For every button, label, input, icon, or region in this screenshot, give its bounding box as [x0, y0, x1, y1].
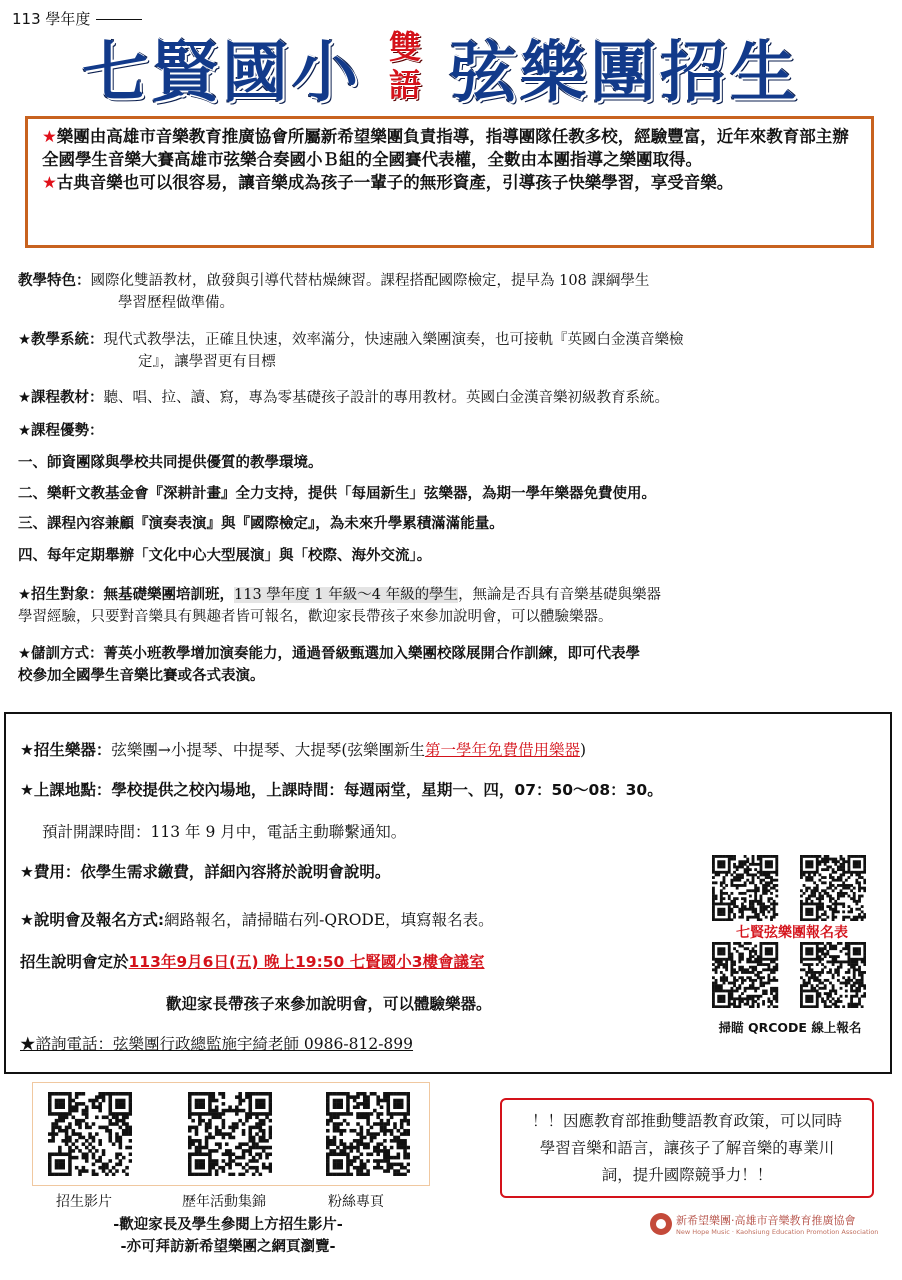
fanpage-qr-code[interactable] — [326, 1092, 410, 1176]
video-qr-label: 招生影片 — [56, 1194, 112, 1210]
signup-qr-caption: 七賢弦樂團報名表 — [736, 925, 848, 941]
welcome-row: 歡迎家長帶孩子來參加說明會，可以體驗樂器。 — [166, 995, 492, 1013]
reserve-training-label: ★儲訓方式： — [18, 646, 104, 662]
association-logo: 新希望樂團‧高雄市音樂教育推廣協會 New Hope Music · Kaohsiung Education Promotion Association — [650, 1212, 878, 1236]
gallery-qr-label: 歷年活動集錦 — [182, 1194, 266, 1210]
enrollment-target: ★招生對象：無基礎樂團培訓班，113 學年度 1 年級～4 年級的學生，無論是否具有音樂基礎與樂器 學習經驗，只要對音樂具有興趣者皆可報名，歡迎家長帶孩子來參加說明會，可以體驗樂器。 — [18, 587, 662, 625]
teaching-feature-label: 教學特色： — [18, 273, 91, 289]
course-material: ★課程教材：聽、唱、拉、讀、寫，專為零基礎孩子設計的專用教材。英國白金漢音樂初級教育系統。 — [18, 390, 669, 406]
advantage-item: 二、樂軒文教基金會『深耕計畫』全力支持，提供「每屆新生」弦樂器，為期一學年樂器免費使用。 — [18, 486, 656, 502]
fanpage-qr-label: 粉絲專頁 — [328, 1194, 384, 1210]
instrument-row: ★招生樂器：弦樂團→小提琴、中提琴、大提琴(弦樂團新生第一學年免費借用樂器) — [20, 741, 587, 759]
title-bilingual — [374, 28, 436, 104]
title-school: 七賢國小 — [82, 34, 362, 111]
signup-qr-code[interactable] — [712, 855, 866, 921]
intro-box — [25, 116, 874, 248]
advantage-title: ★課程優勢： — [18, 423, 104, 439]
start-date-row: 預計開課時間：113 年 9 月中，電話主動聯繫通知。 — [42, 823, 407, 841]
title-bilingual-1: 雙 — [388, 28, 421, 66]
teaching-system-label: ★教學系統： — [18, 332, 104, 348]
free-loan-note: 第一學年免費借用樂器 — [424, 741, 580, 759]
advantage-item: 四、每年定期舉辦「文化中心大型展演」與「校際、海外交流」。 — [18, 548, 432, 564]
intro-paragraph-2: ★古典音樂也可以很容易，讓音樂成為孩子一輩子的無形資產，引導孩子快樂學習，享受音樂。 — [42, 173, 734, 192]
advantage-item: 一、師資團隊與學校共同提供優質的教學環境。 — [18, 455, 323, 471]
session-datetime: 113年9月6日(五) 晚上19:50 七賢國小3樓會議室 — [128, 953, 485, 971]
star-icon: ★ — [42, 173, 57, 192]
title-bilingual-2: 語 — [388, 66, 421, 104]
poster-title — [82, 28, 822, 118]
grade-highlight: 113 學年度 1 年級～4 年級的學生 — [234, 587, 459, 603]
contact-row: ★諮詢電話：弦樂團行政總監施宇綺老師 0986-812-899 — [20, 1035, 414, 1053]
signup-row: ★說明會及報名方式:網路報名，請掃瞄右列-QRODE，填寫報名表。 — [20, 911, 494, 929]
signup-qr-code-2[interactable] — [712, 942, 866, 1008]
reserve-training: ★儲訓方式：菁英小班教學增加演奏能力，通過晉級甄選加入樂團校隊展開合作訓練，即可代表學 校參加全國學生音樂比賽或各式表演。 — [18, 646, 640, 684]
fee-row: ★費用：依學生需求繳費，詳細內容將於說明會說明。 — [20, 863, 391, 881]
course-material-label: ★課程教材： — [18, 390, 104, 406]
star-icon: ★ — [42, 127, 57, 146]
bottom-note-2: -亦可拜訪新希望樂團之網頁瀏覽- — [120, 1239, 336, 1255]
advantage-item: 三、課程內容兼顧『演奏表演』與『國際檢定』，為未來升學累積滿滿能量。 — [18, 516, 504, 532]
teaching-feature: 教學特色：國際化雙語教材，啟發與引導代替枯燥練習。課程搭配國際檢定，提早為 108 課綱學生 學習歷程做準備。 — [18, 273, 650, 311]
teaching-system: ★教學系統：現代式教學法，正確且快速，效率滿分，快速融入樂團演奏，也可接軌『英國白金漢音樂檢 定』，讓學習更有目標 — [18, 332, 684, 370]
bilingual-notice: ！！因應教育部推動雙語教育政策，可以同時 學習音樂和語言，讓孩子了解音樂的專業川 詞，提升國際競爭力！！ — [500, 1098, 874, 1198]
school-year-label: 113 學年度 — [12, 8, 142, 29]
gallery-qr-code[interactable] — [188, 1092, 272, 1176]
video-qr-code[interactable] — [48, 1092, 132, 1176]
enrollment-target-label: ★招生對象： — [18, 587, 104, 603]
association-logo-icon — [650, 1213, 672, 1235]
session-row: 招生說明會定於113年9月6日(五) 晚上19:50 七賢國小3樓會議室 — [20, 953, 485, 971]
title-orchestra: 弦樂團招生 — [450, 34, 800, 111]
location-row: ★上課地點：學校提供之校內場地，上課時間：每週兩堂，星期一、四，07：50～08：30。 — [20, 781, 663, 799]
title-dash — [96, 19, 142, 20]
intro-paragraph-1: ★樂團由高雄市音樂教育推廣協會所屬新希望樂團負責指導，指導團隊任教多校，經驗豐富，近年來教育部主辦全國學生音樂大賽高雄市弦樂合奏國小Ｂ組的全國賽代表權，全數由本團指導之樂團取得。 — [42, 127, 849, 169]
qr-scan-caption: 掃瞄 QRCODE 線上報名 — [718, 1020, 862, 1035]
bottom-note-1: -歡迎家長及學生參閱上方招生影片- — [113, 1217, 343, 1233]
